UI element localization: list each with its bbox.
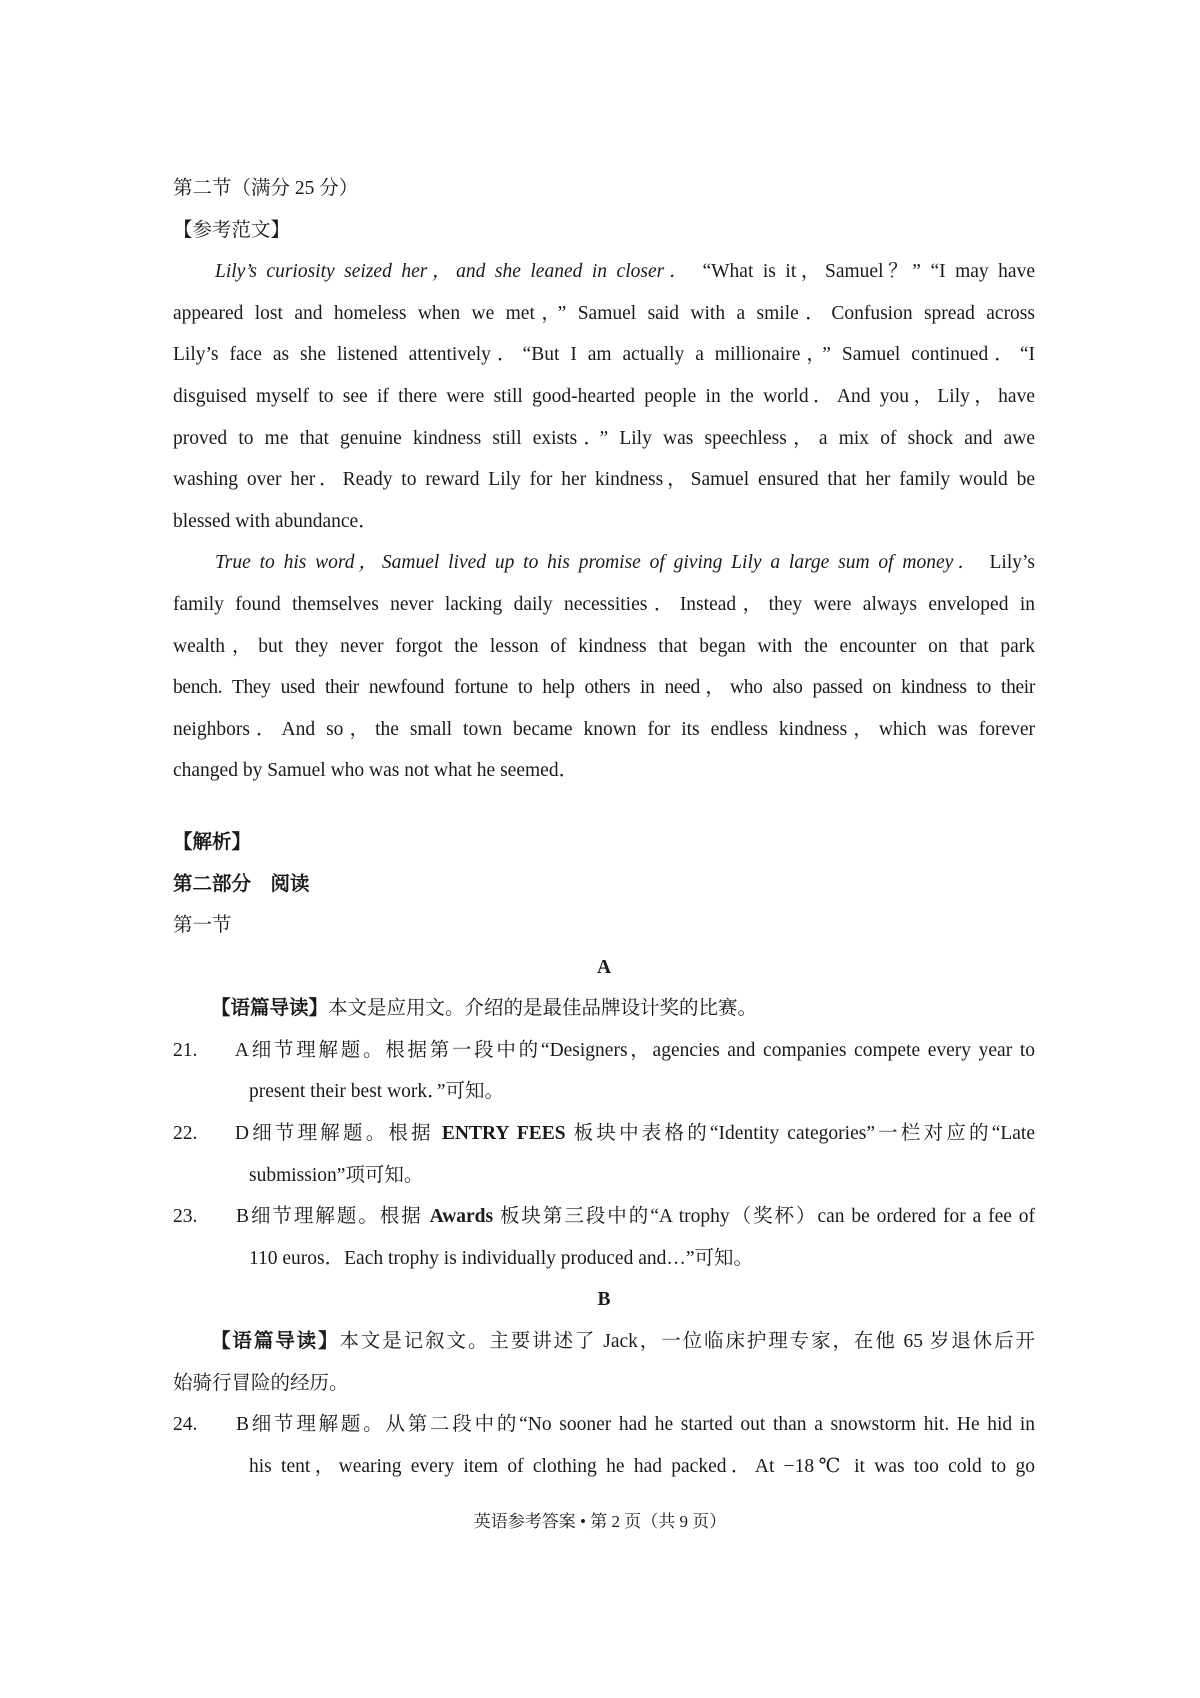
section-subheading: 第一节 [173,915,232,937]
answer-line [173,1113,1035,1155]
paragraph-lead-sentence: Lily’s curiosity seized her，and she leaned in closer． [215,261,693,283]
paragraph-text: Lily’s [989,552,1036,574]
guide-label: 【语篇导读】 [211,1331,340,1353]
answer-item [173,1030,1035,1113]
guide-text: 本文是记叙文。主要讲述了 Jack，一位临床护理专家，在他 65 岁退休后开 [339,1331,1035,1353]
paragraph-line: blessed with abundance． [173,510,378,532]
answer-line: his tent，wearing every item of clothing he had packed．At −18℃ it was too cold to go [249,1455,1035,1477]
paragraph-line [173,251,1035,293]
paragraph-lead-sentence: True to his word，Samuel lived up to his promise of giving Lily a large sum of money． [215,552,981,574]
answer-item [173,1404,1035,1487]
paragraph-line: wealth，but they never forgot the lesson of kindness that began with the encounter on that park [173,635,1035,657]
guide-text: 本文是应用文。介绍的是最佳品牌设计奖的比赛。 [328,998,758,1020]
answer-text: 板块第三段中的“A trophy（奖杯）can be ordered for a fee of [493,1206,1035,1228]
answer-text: 细节理解题。根据第一段中的“Designers，agencies and companies compete every year to [249,1039,1035,1061]
answer-item [173,1113,1035,1196]
answer-number: 21. A [173,1039,249,1061]
section-heading: 第二节（满分 25 分） [173,178,359,199]
answer-line [173,1404,1035,1446]
answer-line: submission”项可知。 [249,1164,424,1186]
passage-guide [173,988,1035,1030]
paragraph-line: appeared lost and homeless when we met，” Samuel said with a smile．Confusion spread across [173,302,1035,324]
answer-line [173,1030,1035,1072]
paragraph-line: proved to me that genuine kindness still exists．” Lily was speechless，a mix of shock and awe [173,427,1035,449]
guide-text-continued: 始骑行冒险的经历。 [173,1372,349,1394]
answer-line: 110 euros．Each trophy is individually produced and…”可知。 [249,1247,754,1269]
paragraph-line: Lily’s face as she listened attentively．“But I am actually a millionaire，” Samuel continued．“I [173,344,1035,366]
passage-letter-a: A [596,956,612,978]
answer-line [173,1196,1035,1238]
answer-number: 24. B [173,1414,249,1436]
answer-text: 细节理解题。从第二段中的“No sooner had he started out than a snowstorm hit. He hid in [249,1414,1035,1436]
passage-letter-b: B [597,1289,611,1311]
answer-number: 23. B [173,1206,249,1228]
answer-text: 细节理解题。根据 [249,1123,442,1145]
passage-guide [173,1321,1035,1363]
paragraph-line: family found themselves never lacking daily necessities．Instead，they were always enveloped in [173,593,1035,615]
answer-text: 板块中表格的“Identity categories”一栏对应的“Late [565,1123,1035,1145]
answer-text: 细节理解题。根据 [249,1206,430,1228]
sample-essay-label: 【参考范文】 [173,219,291,241]
paragraph-line: washing over her．Ready to reward Lily for her kindness，Samuel ensured that her family would be [173,469,1035,491]
guide-label: 【语篇导读】 [211,998,329,1020]
paragraph-text: “What is it，Samuel？” “I may have [702,261,1035,283]
answer-line: present their best work．”可知。 [249,1081,505,1103]
paragraph-line: neighbors．And so，the small town became known for its endless kindness，which was forever [173,718,1035,740]
answer-item [173,1196,1035,1279]
sample-essay-paragraph-1 [173,251,1035,542]
part-heading: 第二部分 阅读 [173,873,310,895]
paragraph-line [173,542,1035,584]
sample-essay-paragraph-2 [173,542,1035,792]
answer-keyword: Awards [429,1206,494,1228]
document-body [173,168,1035,1487]
answer-number: 22. D [173,1123,249,1145]
paragraph-line: changed by Samuel who was not what he seemed． [173,760,579,782]
paragraph-line: bench. They used their newfound fortune to help others in need，who also passed on kindness to their [173,677,1035,699]
answer-keyword: ENTRY FEES [441,1123,566,1145]
analysis-label: 【解析】 [173,831,252,853]
page-footer: 英语参考答案 • 第 2 页（共 9 页） [473,1512,727,1531]
paragraph-line: disguised myself to see if there were still good-hearted people in the world．And you，Lily，have [173,385,1035,407]
